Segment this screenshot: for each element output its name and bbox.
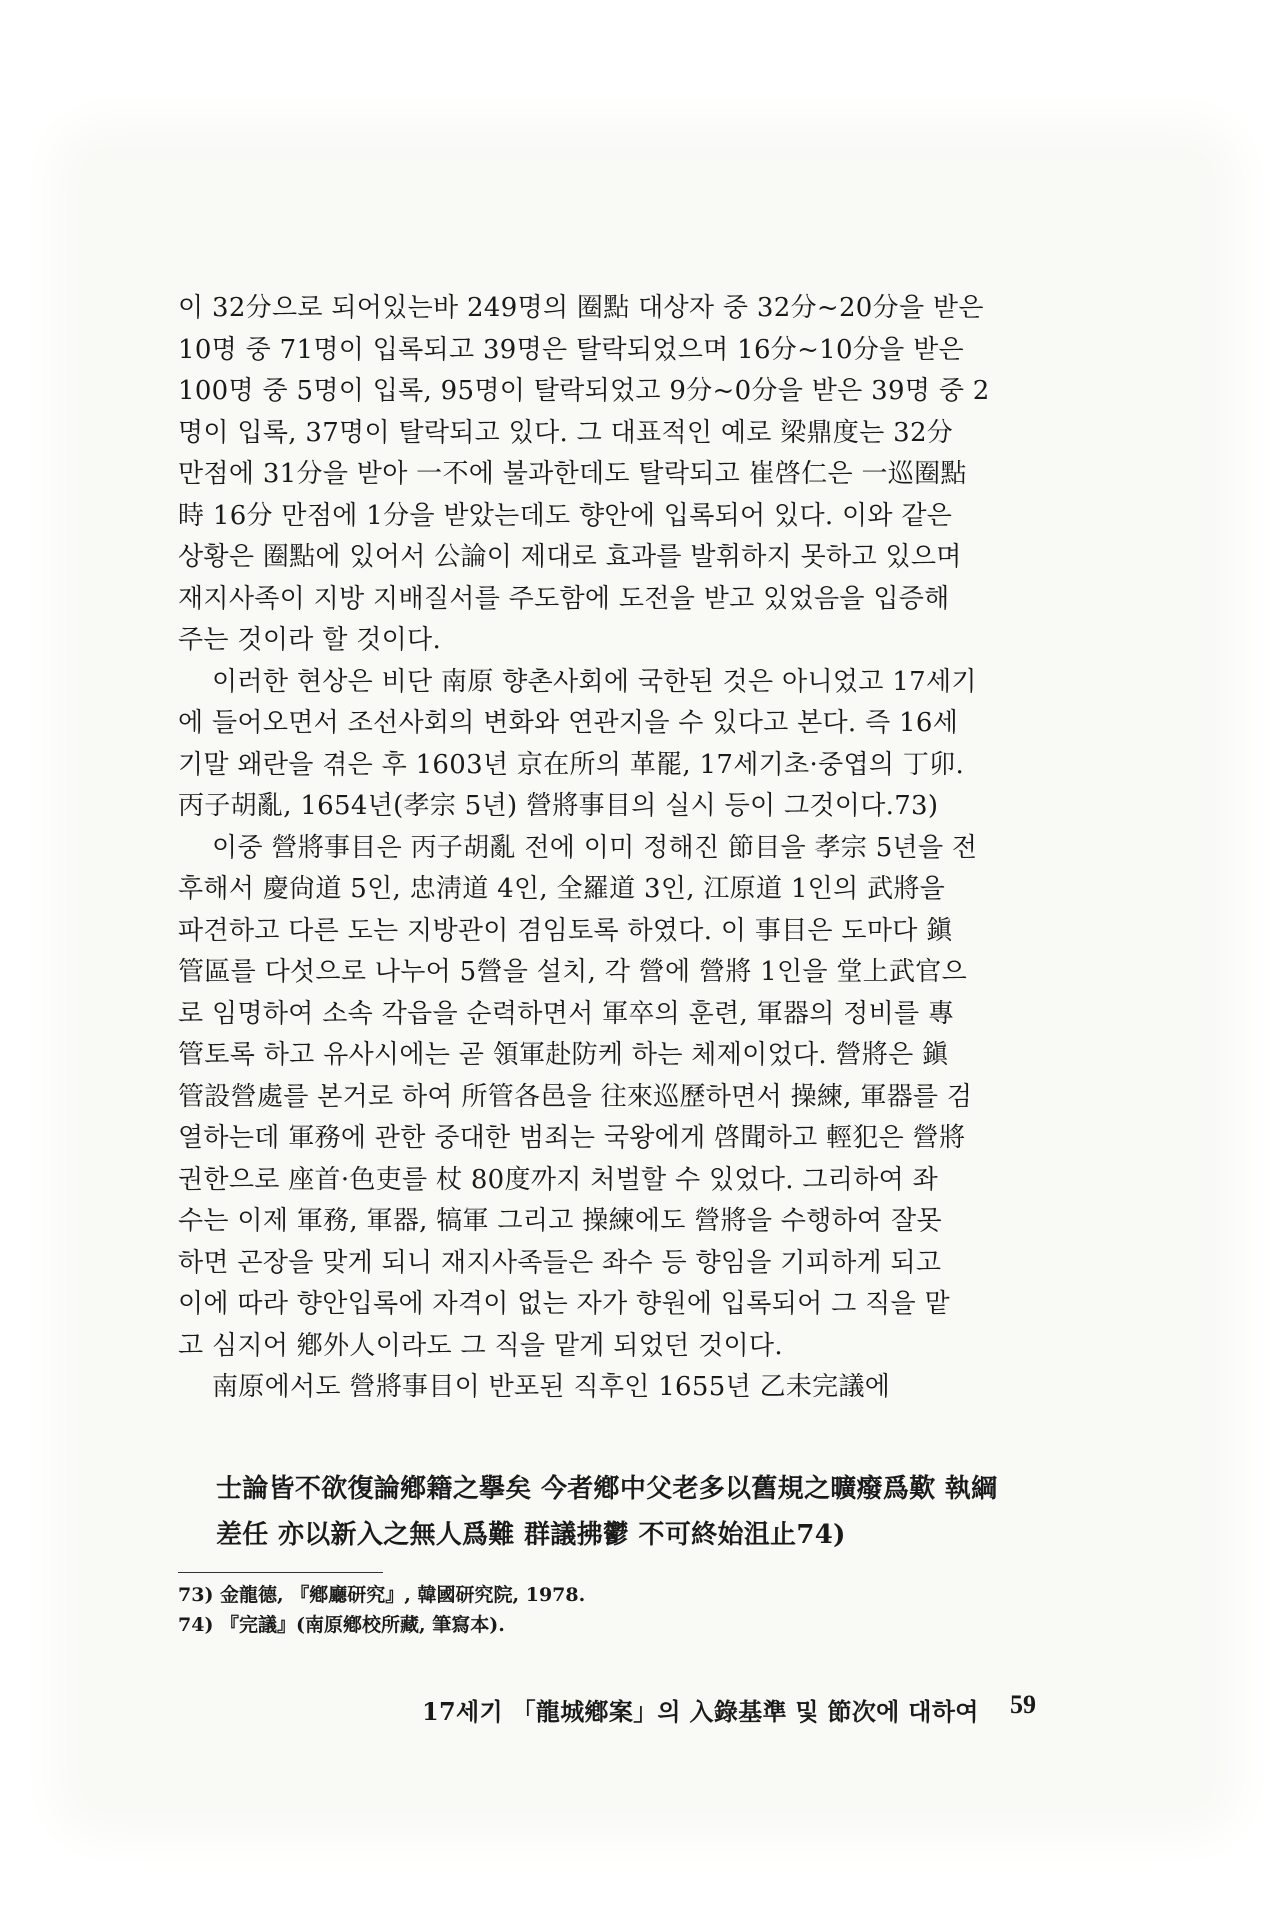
body-line: 時 16分 만점에 1分을 받았는데도 향안에 입록되어 있다. 이와 같은 [178,500,953,531]
body-line: 재지사족이 지방 지배질서를 주도함에 도전을 받고 있었음을 입증해 [178,583,950,614]
body-line: 100명 중 5명이 입록, 95명이 탈락되었고 9分~0分을 받은 39명 중 2 [178,376,990,406]
body-line: 수는 이제 軍務, 軍器, 犒軍 그리고 操練에도 營將을 수행하여 잘못 [178,1206,942,1236]
page-number: 59 [1010,1690,1036,1719]
quote-line: 士論皆不欲復論鄕籍之擧矣 今者鄕中父老多以舊規之曠癈爲歎 執綱 [216,1474,998,1504]
paragraph-start-line: 이중 營將事目은 丙子胡亂 전에 이미 정해진 節目을 孝宗 5년을 전 [212,832,978,863]
running-footer-title: 17세기 「龍城鄕案」의 入錄基準 및 節次에 대하여 [422,1697,979,1726]
block-quote [216,1466,1076,1558]
body-line: 만점에 31分을 받아 一不에 불과한데도 탈락되고 崔啓仁은 一巡圈點 [178,459,967,489]
body-line: 10명 중 71명이 입록되고 39명은 탈락되었으며 16分~10分을 받은 [178,334,964,365]
body-line: 후해서 慶尙道 5인, 忠淸道 4인, 全羅道 3인, 江原道 1인의 武將을 [178,874,946,904]
body-line: 로 임명하여 소속 각읍을 순력하면서 軍卒의 훈련, 軍器의 정비를 專 [178,998,955,1029]
body-line: 管토록 하고 유사시에는 곧 領軍赴防케 하는 체제이었다. 營將은 鎭 [178,1040,949,1070]
body-text [178,288,1068,1409]
body-line: 丙子胡亂, 1654년(孝宗 5년) 營將事目의 실시 등이 그것이다.73) [178,791,939,821]
body-line: 하면 곤장을 맞게 되니 재지사족들은 좌수 등 향임을 기피하게 되고 [178,1247,942,1278]
body-line: 명이 입록, 37명이 탈락되고 있다. 그 대표적인 예로 梁鼎度는 32分 [178,417,954,448]
body-line: 권한으로 座首·色吏를 杖 80度까지 처벌할 수 있었다. 그리하여 좌 [178,1164,939,1195]
body-line: 파견하고 다른 도는 지방관이 겸임토록 하였다. 이 事目은 도마다 鎭 [178,915,953,946]
footnote-divider [178,1572,383,1573]
body-line: 이 32分으로 되어있는바 249명의 圈點 대상자 중 32分~20分을 받은 [178,293,984,323]
body-line: 고 심지어 鄕外人이라도 그 직을 맡게 되었던 것이다. [178,1330,783,1361]
body-line: 에 들어오면서 조선사회의 변화와 연관지을 수 있다고 본다. 즉 16세 [178,708,959,738]
paragraph-start-line: 南原에서도 營將事目이 반포된 직후인 1655년 乙未完議에 [212,1372,891,1402]
body-line: 이에 따라 향안입록에 자격이 없는 자가 향원에 입록되어 그 직을 맡 [178,1289,950,1319]
body-line: 주는 것이라 할 것이다. [178,625,442,655]
body-line: 기말 왜란을 겪은 후 1603년 京在所의 革罷, 17세기초·중엽의 丁卯. [178,749,965,780]
footnote-74: 74) 『完議』(南原鄕校所藏, 筆寫本). [178,1614,505,1636]
quote-line: 差任 亦以新入之無人爲難 群議拂鬱 不可終始沮止74) [216,1520,846,1550]
body-line: 管區를 다섯으로 나누어 5營을 설치, 각 營에 營將 1인을 堂上武官으 [178,957,967,987]
body-line: 상황은 圈點에 있어서 公論이 제대로 효과를 발휘하지 못하고 있으며 [178,542,962,572]
body-line: 열하는데 軍務에 관한 중대한 범죄는 국왕에게 啓聞하고 輕犯은 營將 [178,1123,966,1153]
footnote-73: 73) 金龍德, 『鄕廳研究』, 韓國研究院, 1978. [178,1584,586,1606]
paragraph-start-line: 이러한 현상은 비단 南原 향촌사회에 국한된 것은 아니었고 17세기 [212,666,977,697]
body-line: 管設營處를 본거로 하여 所管各邑을 往來巡歷하면서 操練, 軍器를 검 [178,1081,973,1112]
footnotes [178,1580,1038,1640]
